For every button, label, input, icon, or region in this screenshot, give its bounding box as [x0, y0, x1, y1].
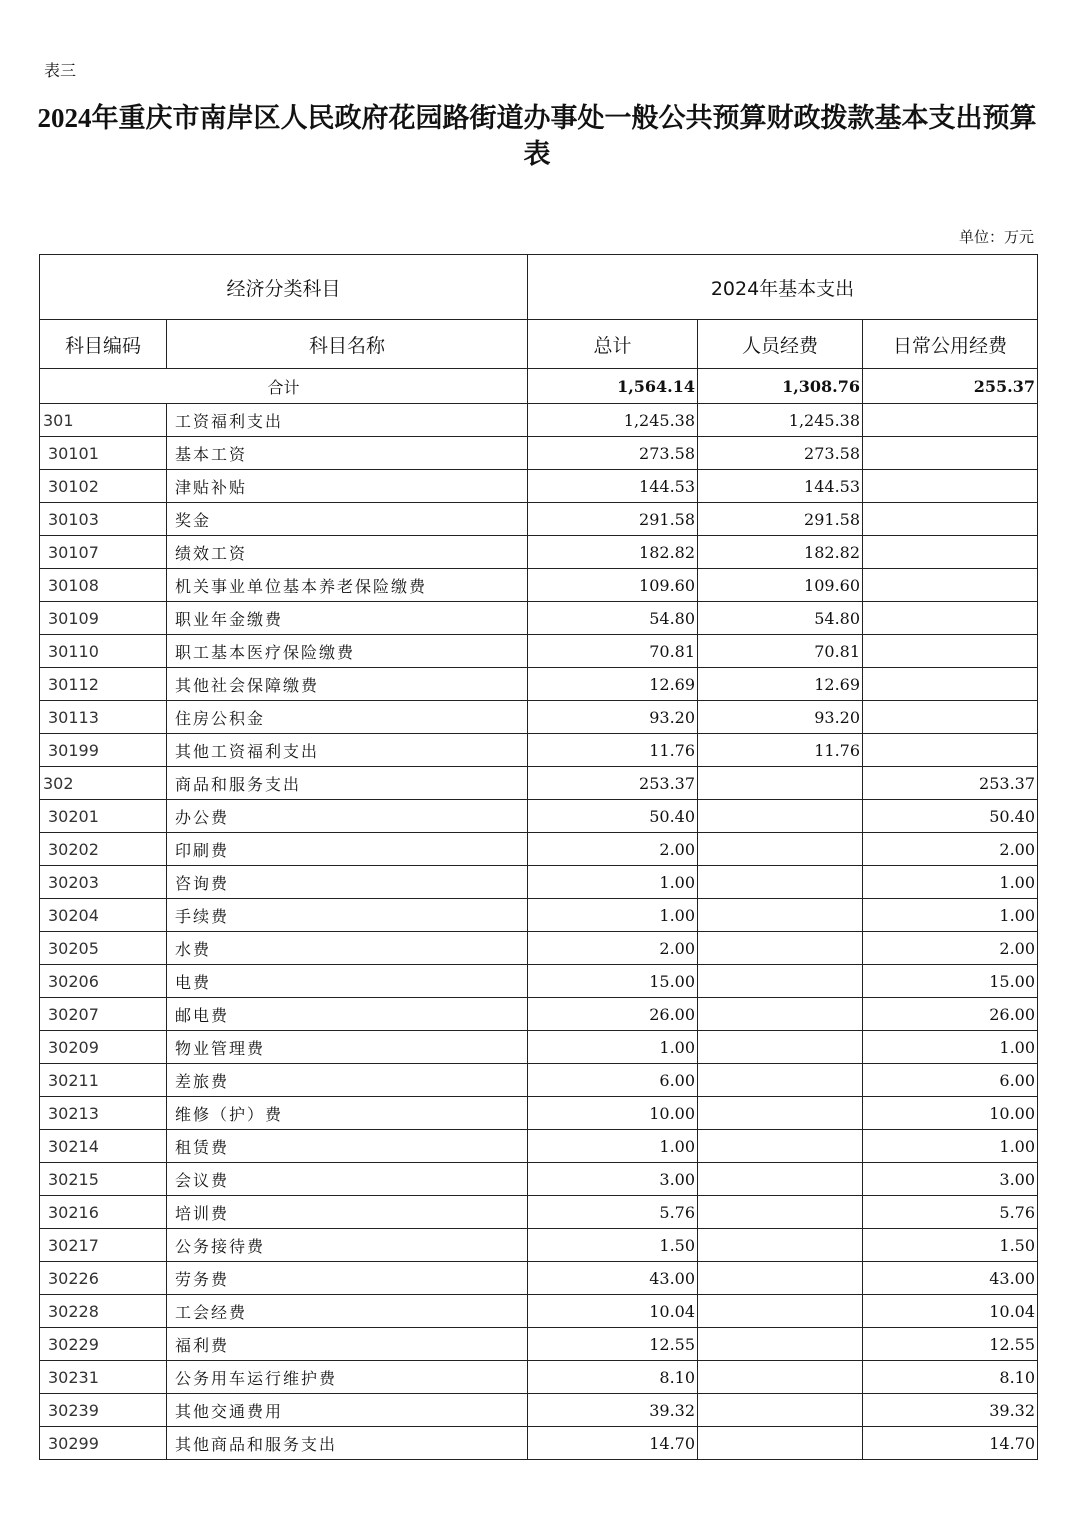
row-name: 奖金: [167, 503, 528, 536]
row-total: 10.04: [528, 1295, 698, 1328]
row-code: 30112: [40, 668, 167, 701]
table-row: [40, 734, 1038, 767]
row-code: 30202: [40, 833, 167, 866]
row-code: 30110: [40, 635, 167, 668]
row-personnel: [698, 1031, 863, 1064]
table-row: [40, 470, 1038, 503]
table-row: [40, 767, 1038, 800]
table-row: [40, 1262, 1038, 1295]
row-code: 30229: [40, 1328, 167, 1361]
row-public: [863, 569, 1038, 602]
row-total: 15.00: [528, 965, 698, 998]
row-name: 公务用车运行维护费: [167, 1361, 528, 1394]
row-public: 6.00: [863, 1064, 1038, 1097]
row-code: 30201: [40, 800, 167, 833]
row-name: 基本工资: [167, 437, 528, 470]
row-total: 26.00: [528, 998, 698, 1031]
row-public: [863, 437, 1038, 470]
row-personnel: 1,245.38: [698, 404, 863, 437]
row-name: 水费: [167, 932, 528, 965]
total-public: 255.37: [863, 369, 1038, 404]
row-personnel: [698, 767, 863, 800]
table-row: [40, 800, 1038, 833]
table-row: [40, 404, 1038, 437]
row-public: 50.40: [863, 800, 1038, 833]
row-personnel: [698, 1130, 863, 1163]
row-code: 30216: [40, 1196, 167, 1229]
header-economic-category: 经济分类科目: [40, 255, 528, 320]
header-code: 科目编码: [40, 320, 167, 369]
row-personnel: [698, 932, 863, 965]
row-code: 30108: [40, 569, 167, 602]
row-personnel: [698, 866, 863, 899]
row-code: 30101: [40, 437, 167, 470]
budget-table: [39, 254, 1038, 1460]
row-name: 劳务费: [167, 1262, 528, 1295]
row-code: 30206: [40, 965, 167, 998]
row-name: 商品和服务支出: [167, 767, 528, 800]
row-public: [863, 635, 1038, 668]
row-personnel: 93.20: [698, 701, 863, 734]
header-total: 总计: [528, 320, 698, 369]
row-code: 30209: [40, 1031, 167, 1064]
row-total: 11.76: [528, 734, 698, 767]
header-public: 日常公用经费: [863, 320, 1038, 369]
row-public: [863, 503, 1038, 536]
row-code: 30204: [40, 899, 167, 932]
row-code: 30199: [40, 734, 167, 767]
row-name: 公务接待费: [167, 1229, 528, 1262]
row-personnel: [698, 800, 863, 833]
row-public: [863, 701, 1038, 734]
row-name: 其他社会保障缴费: [167, 668, 528, 701]
row-public: 1.00: [863, 866, 1038, 899]
row-public: [863, 404, 1038, 437]
row-total: 70.81: [528, 635, 698, 668]
row-public: 26.00: [863, 998, 1038, 1031]
row-name: 其他交通费用: [167, 1394, 528, 1427]
row-total: 182.82: [528, 536, 698, 569]
table-row: [40, 965, 1038, 998]
row-total: 1.00: [528, 1031, 698, 1064]
unit-label: 单位：万元: [958, 228, 1034, 246]
row-public: [863, 602, 1038, 635]
table-row: [40, 932, 1038, 965]
row-name: 其他工资福利支出: [167, 734, 528, 767]
row-public: 10.00: [863, 1097, 1038, 1130]
row-personnel: 11.76: [698, 734, 863, 767]
table-row: [40, 1427, 1038, 1460]
row-name: 住房公积金: [167, 701, 528, 734]
row-personnel: 144.53: [698, 470, 863, 503]
row-name: 培训费: [167, 1196, 528, 1229]
row-name: 物业管理费: [167, 1031, 528, 1064]
row-name: 会议费: [167, 1163, 528, 1196]
row-public: 3.00: [863, 1163, 1038, 1196]
row-code: 30113: [40, 701, 167, 734]
row-code: 30211: [40, 1064, 167, 1097]
row-name: 津贴补贴: [167, 470, 528, 503]
row-total: 1.00: [528, 899, 698, 932]
row-name: 绩效工资: [167, 536, 528, 569]
row-total: 2.00: [528, 833, 698, 866]
row-name: 职业年金缴费: [167, 602, 528, 635]
row-personnel: [698, 1262, 863, 1295]
table-row: [40, 1031, 1038, 1064]
row-public: 15.00: [863, 965, 1038, 998]
table-row: [40, 569, 1038, 602]
row-personnel: [698, 1295, 863, 1328]
row-personnel: [698, 1229, 863, 1262]
row-name: 手续费: [167, 899, 528, 932]
table-row: [40, 635, 1038, 668]
row-code: 30203: [40, 866, 167, 899]
table-row: [40, 668, 1038, 701]
row-total: 8.10: [528, 1361, 698, 1394]
row-personnel: 182.82: [698, 536, 863, 569]
table-row: [40, 1361, 1038, 1394]
row-personnel: [698, 1361, 863, 1394]
row-name: 邮电费: [167, 998, 528, 1031]
row-personnel: 12.69: [698, 668, 863, 701]
row-personnel: [698, 1064, 863, 1097]
page-title: 2024年重庆市南岸区人民政府花园路街道办事处一般公共预算财政拨款基本支出预算表: [37, 103, 1037, 169]
row-total: 144.53: [528, 470, 698, 503]
row-public: [863, 470, 1038, 503]
row-personnel: [698, 1097, 863, 1130]
row-name: 职工基本医疗保险缴费: [167, 635, 528, 668]
row-total: 12.55: [528, 1328, 698, 1361]
row-total: 5.76: [528, 1196, 698, 1229]
row-code: 30228: [40, 1295, 167, 1328]
table-row: [40, 1097, 1038, 1130]
row-personnel: [698, 899, 863, 932]
table-row: [40, 1064, 1038, 1097]
row-name: 差旅费: [167, 1064, 528, 1097]
table-row: [40, 998, 1038, 1031]
header-personnel: 人员经费: [698, 320, 863, 369]
row-code: 30107: [40, 536, 167, 569]
row-total: 3.00: [528, 1163, 698, 1196]
row-public: 8.10: [863, 1361, 1038, 1394]
row-code: 30207: [40, 998, 167, 1031]
row-name: 工资福利支出: [167, 404, 528, 437]
row-personnel: [698, 1196, 863, 1229]
row-total: 43.00: [528, 1262, 698, 1295]
table-row: [40, 833, 1038, 866]
row-total: 10.00: [528, 1097, 698, 1130]
table-row: [40, 1196, 1038, 1229]
row-total: 1.00: [528, 866, 698, 899]
row-personnel: [698, 1163, 863, 1196]
row-public: 1.00: [863, 899, 1038, 932]
row-public: 14.70: [863, 1427, 1038, 1460]
row-total: 1,245.38: [528, 404, 698, 437]
total-row: [40, 369, 1038, 404]
row-code: 30102: [40, 470, 167, 503]
row-code: 30231: [40, 1361, 167, 1394]
row-personnel: 70.81: [698, 635, 863, 668]
row-code: 30239: [40, 1394, 167, 1427]
row-public: 2.00: [863, 833, 1038, 866]
row-code: 30213: [40, 1097, 167, 1130]
row-total: 2.00: [528, 932, 698, 965]
row-total: 50.40: [528, 800, 698, 833]
row-personnel: 273.58: [698, 437, 863, 470]
table-row: [40, 866, 1038, 899]
table-row: [40, 1163, 1038, 1196]
row-public: [863, 536, 1038, 569]
row-total: 1.00: [528, 1130, 698, 1163]
row-code: 30299: [40, 1427, 167, 1460]
row-total: 39.32: [528, 1394, 698, 1427]
row-public: 1.50: [863, 1229, 1038, 1262]
row-total: 291.58: [528, 503, 698, 536]
table-row: [40, 1328, 1038, 1361]
table-row: [40, 1295, 1038, 1328]
row-personnel: 54.80: [698, 602, 863, 635]
row-code: 30205: [40, 932, 167, 965]
total-total: 1,564.14: [528, 369, 698, 404]
row-public: 1.00: [863, 1031, 1038, 1064]
table-row: [40, 536, 1038, 569]
row-public: 1.00: [863, 1130, 1038, 1163]
row-public: 10.04: [863, 1295, 1038, 1328]
table-row: [40, 1130, 1038, 1163]
total-personnel: 1,308.76: [698, 369, 863, 404]
row-total: 14.70: [528, 1427, 698, 1460]
row-total: 273.58: [528, 437, 698, 470]
row-code: 301: [40, 404, 167, 437]
row-name: 机关事业单位基本养老保险缴费: [167, 569, 528, 602]
row-code: 30214: [40, 1130, 167, 1163]
row-personnel: [698, 1328, 863, 1361]
row-personnel: [698, 998, 863, 1031]
table-row: [40, 899, 1038, 932]
row-public: [863, 734, 1038, 767]
row-public: 2.00: [863, 932, 1038, 965]
row-personnel: 109.60: [698, 569, 863, 602]
row-public: 12.55: [863, 1328, 1038, 1361]
row-total: 109.60: [528, 569, 698, 602]
table-row: [40, 503, 1038, 536]
row-name: 咨询费: [167, 866, 528, 899]
row-code: 30217: [40, 1229, 167, 1262]
table-row: [40, 701, 1038, 734]
total-label: 合计: [40, 369, 528, 404]
row-code: 30103: [40, 503, 167, 536]
header-name: 科目名称: [167, 320, 528, 369]
row-code: 302: [40, 767, 167, 800]
row-total: 253.37: [528, 767, 698, 800]
row-total: 93.20: [528, 701, 698, 734]
row-name: 办公费: [167, 800, 528, 833]
table-row: [40, 602, 1038, 635]
header-basic-expenditure: 2024年基本支出: [528, 255, 1038, 320]
row-public: 39.32: [863, 1394, 1038, 1427]
row-code: 30226: [40, 1262, 167, 1295]
row-name: 维修（护）费: [167, 1097, 528, 1130]
row-public: [863, 668, 1038, 701]
row-name: 其他商品和服务支出: [167, 1427, 528, 1460]
row-public: 43.00: [863, 1262, 1038, 1295]
row-personnel: [698, 1427, 863, 1460]
table-row: [40, 1394, 1038, 1427]
table-number-label: 表三: [44, 61, 77, 80]
row-code: 30109: [40, 602, 167, 635]
row-personnel: [698, 965, 863, 998]
table-row: [40, 437, 1038, 470]
row-public: 253.37: [863, 767, 1038, 800]
row-name: 租赁费: [167, 1130, 528, 1163]
row-total: 6.00: [528, 1064, 698, 1097]
row-personnel: 291.58: [698, 503, 863, 536]
row-name: 印刷费: [167, 833, 528, 866]
row-name: 电费: [167, 965, 528, 998]
row-total: 54.80: [528, 602, 698, 635]
row-code: 30215: [40, 1163, 167, 1196]
table-row: [40, 1229, 1038, 1262]
row-total: 12.69: [528, 668, 698, 701]
row-name: 福利费: [167, 1328, 528, 1361]
row-name: 工会经费: [167, 1295, 528, 1328]
row-personnel: [698, 1394, 863, 1427]
row-public: 5.76: [863, 1196, 1038, 1229]
row-total: 1.50: [528, 1229, 698, 1262]
row-personnel: [698, 833, 863, 866]
